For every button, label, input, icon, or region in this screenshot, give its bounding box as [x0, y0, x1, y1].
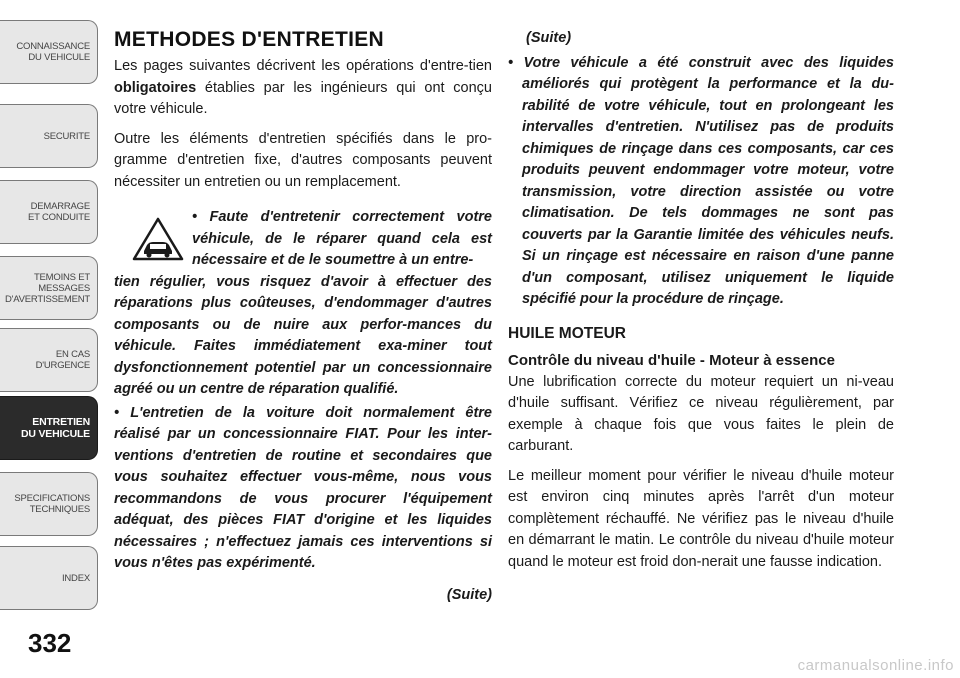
warning-text-2: • L'entretien de la voiture doit normalement être réalisé par un concessionnaire FIAT. Pour les inter-ventions d'entretien de routine et secondaires que vous souhaitez effectuer vous-même, nous vous recommandons de vous procurer l'équipement adéquat, des pièces FIAT d'origine et les liquides nécessaires ; n'effectuez jamais ces interventions si vous n'êtes pas expérimenté. [114, 404, 492, 571]
oil-paragraph-2: Le meilleur moment pour vérifier le niveau d'huile moteur est environ cinq minutes après l'arrêt d'un moteur complètement réchauffé. Ne vérifiez pas le niveau d'huile en démarrant le matin. Le contrôle du niveau d'huile moteur quand le moteur est froid don-nerait une fausse indication. [508, 467, 894, 570]
subsection-heading: Contrôle du niveau d'huile - Moteur à essence [508, 352, 835, 369]
warning-text-1-rest: tien régulier, vous risquez d'avoir à effectuer des réparations plus coûteuses, d'endommager d'autres composants ou de nuire aux perfor-mances du véhicule. Faites immédiatement exa-miner tout dysfonctionnement potentiel par un concessionnaire agréé ou un centre de réparation qualifié. [114, 273, 492, 397]
secondary-paragraph: Outre les éléments d'entretien spécifiés dans le pro-gramme d'entretien fixe, d'autres composants peuvent nécessiter un entretien ou un remplacement. [114, 130, 492, 190]
oil-paragraph-1: Une lubrification correcte du moteur requiert un ni-veau d'huile suffisant. Vérifiez ce niveau régulièrement, par exemple à chaque fois que vous faites le plein de carburant. [508, 373, 894, 454]
tab-en-cas-d-urgence[interactable]: EN CAS D'URGENCE [0, 328, 98, 392]
tab-index[interactable]: INDEX [0, 546, 98, 610]
warning-car-icon [132, 217, 184, 261]
page-title: METHODES D'ENTRETIEN [114, 28, 385, 51]
continued-label: (Suite) [446, 586, 492, 603]
tab-demarrage-et-conduite[interactable]: DEMARRAGE ET CONDUITE [0, 180, 98, 244]
section-heading: HUILE MOTEUR [508, 324, 626, 342]
chapter-tabs [0, 0, 100, 620]
tab-connaissance-du-vehicule[interactable]: CONNAISSANCE DU VEHICULE [0, 20, 98, 84]
continued-from-label: (Suite) [526, 30, 572, 46]
tab-specifications-techniques[interactable]: SPECIFICATIONS TECHNIQUES [0, 472, 98, 536]
watermark: carmanualsonline.info [797, 657, 954, 674]
tab-temoins-et-messages[interactable]: TEMOINS ET MESSAGES D'AVERTISSEMENT [0, 256, 98, 320]
page-number: 332 [28, 628, 72, 658]
intro-paragraph: Les pages suivantes décrivent les opérations d'entre-tien obligatoires établies par les ingénieurs qui ont conçu votre véhicule. [114, 58, 492, 117]
right-column [508, 28, 894, 581]
tab-securite[interactable]: SECURITE [0, 104, 98, 168]
left-column [114, 28, 492, 606]
warning-block [114, 207, 492, 606]
tab-entretien-du-vehicule[interactable]: ENTRETIEN DU VEHICULE [0, 396, 98, 460]
fluids-warning: • Votre véhicule a été construit avec des liquides améliorés qui protègent la performance et la du-rabilité de votre véhicule, tout en prolongeant les intervalles d'entretien. N'utilisez pas de produits chimiques de rinçage dans ces composants, car ces produits peuvent endommager votre moteur, votre transmission, votre direction assistée ou votre climatisation. De tels dommages ne sont pas couverts par la Garantie limitée des véhicules neufs. Si un rinçage est nécessaire en raison d'une panne d'un composant, utilisez uniquement le liquide spécifié pour la procédure de rinçage. [508, 54, 894, 307]
warning-text-1-head: • Faute d'entretenir correctement votre véhicule, de le réparer quand cela est nécessaire et de le soumettre à un entre- [192, 209, 492, 268]
